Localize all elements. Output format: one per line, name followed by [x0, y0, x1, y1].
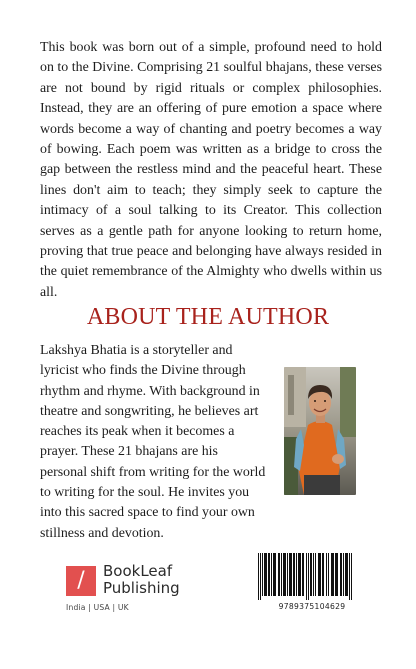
isbn-barcode: [256, 553, 368, 600]
barcode-bar: [331, 553, 334, 596]
barcode-bar: [271, 553, 272, 596]
back-cover-blurb: This book was born out of a simple, profound need to hold on to the Divine. Comprising 21 soulful bhajans, these verses are not bound by rigid rituals or complex philosophies. Instead, they are an offering of pure emotion a space where words become a way of chanting and poetry becomes a way of bowing. Each poem was written as a bridge to cross the gap between the restless mind and the peaceful heart. These lines don't aim to teach; they simply seek to capture the intimacy of a soul talking to its Creator. This collection serves as a gentle path for anyone looking to return home, proving that true peace and belonging have always resided in the quiet remembrance of the Almighty who dwells within us all.: [40, 40, 382, 300]
publisher-name: BookLeaf Publishing: [103, 562, 180, 597]
barcode-bar: [345, 553, 348, 596]
publisher-logo: [66, 562, 236, 616]
barcode-bar: [349, 553, 350, 600]
barcode-bar: [278, 553, 280, 596]
barcode-bar: [302, 553, 304, 596]
isbn-number: 9789375104629: [278, 602, 346, 611]
barcode-bar: [289, 553, 292, 596]
barcode-bar: [313, 553, 314, 596]
author-bio: Lakshya Bhatia is a storyteller and lyricist who finds the Divine through rhythm and rhyme. With background in theatre and songwriting, he believes art reaches its peak when it becomes a prayer. These 21 bhajans are his personal shift from writing for the world to writing for the soul. He invites you into this sacred space to find your own stillness and devotion.: [40, 343, 266, 541]
barcode-bar: [293, 553, 295, 596]
barcode-bar: [315, 553, 316, 596]
barcode-bar: [310, 553, 312, 596]
author-photo: [284, 367, 356, 495]
barcode-bar: [340, 553, 342, 596]
barcode-bar: [281, 553, 282, 596]
barcode-bar: [283, 553, 286, 596]
barcode-bar: [298, 553, 301, 596]
barcode-bar: [335, 553, 338, 596]
barcode-bar: [262, 553, 263, 596]
barcode-bar: [351, 553, 352, 600]
barcode-bar: [296, 553, 297, 596]
barcode-bar: [308, 553, 309, 600]
barcode-bar: [258, 553, 259, 600]
barcode-bar: [328, 553, 329, 596]
publisher-regions: India | USA | UK: [66, 603, 129, 612]
barcode-bar: [322, 553, 324, 596]
barcode-bar: [264, 553, 267, 596]
about-author-heading: ABOUT THE AUTHOR: [86, 304, 330, 330]
barcode-bar: [260, 553, 261, 600]
barcode-bar: [268, 553, 270, 596]
barcode-bar: [287, 553, 288, 596]
barcode-bar: [318, 553, 321, 596]
barcode-bar: [326, 553, 327, 596]
barcode-bar: [343, 553, 344, 596]
publisher-mark-icon: /: [66, 566, 96, 596]
barcode-bar: [273, 553, 276, 596]
barcode-bar: [306, 553, 307, 600]
